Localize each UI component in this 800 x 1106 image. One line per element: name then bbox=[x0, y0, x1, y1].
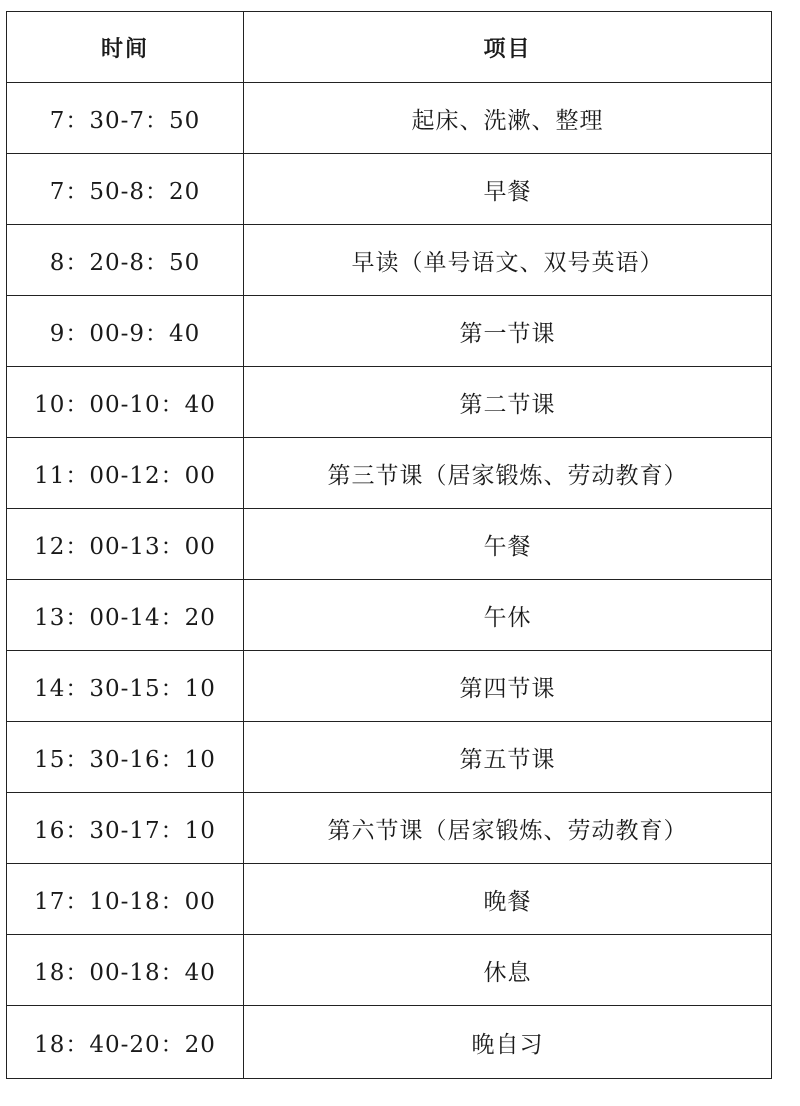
item-cell: 第六节课（居家锻炼、劳动教育） bbox=[244, 793, 772, 864]
time-cell: 7：50-8：20 bbox=[7, 154, 244, 225]
time-cell: 10：00-10：40 bbox=[7, 367, 244, 438]
table-row bbox=[7, 296, 772, 367]
item-cell: 午餐 bbox=[244, 509, 772, 580]
time-cell: 16：30-17：10 bbox=[7, 793, 244, 864]
table-row bbox=[7, 83, 772, 154]
time-cell: 18：00-18：40 bbox=[7, 935, 244, 1006]
table-row bbox=[7, 509, 772, 580]
header-row bbox=[7, 12, 772, 83]
table-row bbox=[7, 225, 772, 296]
table-row bbox=[7, 651, 772, 722]
table-row bbox=[7, 580, 772, 651]
table-row bbox=[7, 438, 772, 509]
time-cell: 8：20-8：50 bbox=[7, 225, 244, 296]
table-row bbox=[7, 864, 772, 935]
time-cell: 15：30-16：10 bbox=[7, 722, 244, 793]
item-cell: 第五节课 bbox=[244, 722, 772, 793]
item-cell: 起床、洗漱、整理 bbox=[244, 83, 772, 154]
table-row bbox=[7, 154, 772, 225]
time-cell: 12：00-13：00 bbox=[7, 509, 244, 580]
item-cell: 午休 bbox=[244, 580, 772, 651]
table-row bbox=[7, 1006, 772, 1079]
item-cell: 第一节课 bbox=[244, 296, 772, 367]
table-row bbox=[7, 935, 772, 1006]
item-cell: 第二节课 bbox=[244, 367, 772, 438]
item-cell: 早餐 bbox=[244, 154, 772, 225]
item-cell: 第四节课 bbox=[244, 651, 772, 722]
schedule-table bbox=[6, 11, 772, 1079]
item-cell: 早读（单号语文、双号英语） bbox=[244, 225, 772, 296]
time-cell: 13：00-14：20 bbox=[7, 580, 244, 651]
item-cell: 晚自习 bbox=[244, 1006, 772, 1079]
header-time: 时间 bbox=[7, 12, 244, 83]
table-row bbox=[7, 367, 772, 438]
item-cell: 休息 bbox=[244, 935, 772, 1006]
table-row bbox=[7, 722, 772, 793]
header-item: 项目 bbox=[244, 12, 772, 83]
item-cell: 第三节课（居家锻炼、劳动教育） bbox=[244, 438, 772, 509]
item-cell: 晚餐 bbox=[244, 864, 772, 935]
time-cell: 7：30-7：50 bbox=[7, 83, 244, 154]
time-cell: 9：00-9：40 bbox=[7, 296, 244, 367]
table-row bbox=[7, 793, 772, 864]
time-cell: 14：30-15：10 bbox=[7, 651, 244, 722]
time-cell: 17：10-18：00 bbox=[7, 864, 244, 935]
time-cell: 18：40-20：20 bbox=[7, 1006, 244, 1079]
time-cell: 11：00-12：00 bbox=[7, 438, 244, 509]
